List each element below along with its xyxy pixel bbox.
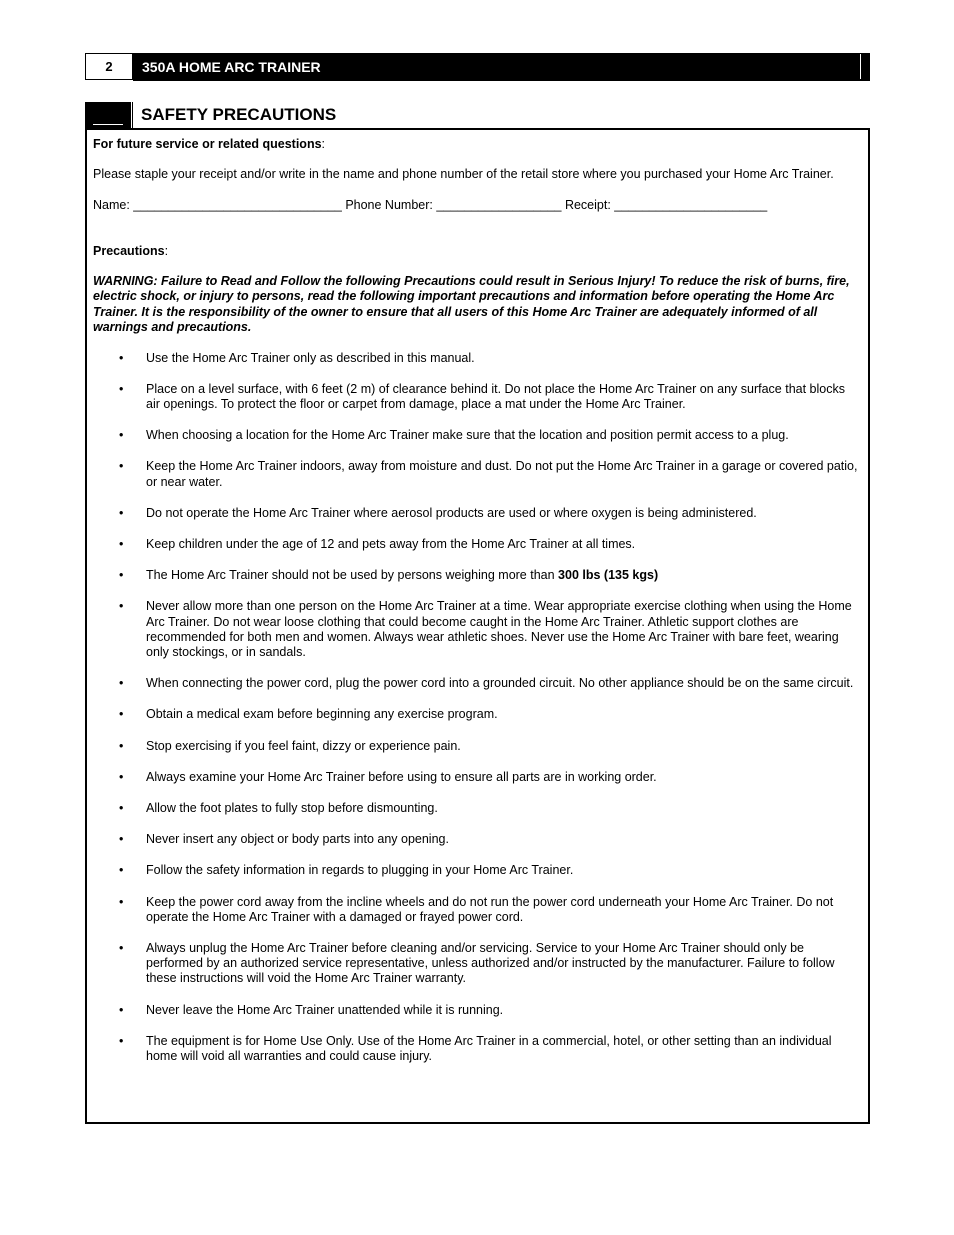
document-title: 350A HOME ARC TRAINER [136,54,861,79]
section-title: SAFETY PRECAUTIONS [141,105,337,124]
precautions-heading-line [93,244,865,259]
list-item [93,863,865,878]
list-item-text: Never allow more than one person on the Home Arc Trainer at a time. Wear appropriate exercise clothing when using the Home Arc Trainer. Do not wear loose clothing that could become caught in the Home Arc Trainer. Athletic support clothes are recommended for both men and women. Always wear athletic shoes. Never use the Home Arc Trainer with bare feet, wearing only stockings, or in sandals. [146,599,852,659]
list-item [93,537,865,552]
precautions-list [93,351,865,1065]
future-service-heading: For future service or related questions [93,137,322,151]
future-service-heading-line [93,137,865,152]
list-item-text: Keep the Home Arc Trainer indoors, away from moisture and dust. Do not put the Home Arc Trainer in a garage or covered patio, or near water. [146,459,858,489]
list-item [93,770,865,785]
list-item [93,801,865,816]
bullet-icon: • [119,459,124,474]
list-item-text: Allow the foot plates to fully stop before dismounting. [146,800,438,815]
bullet-icon: • [119,832,124,847]
bullet-icon: • [119,676,124,691]
list-item [93,1003,865,1018]
bullet-icon: • [119,505,124,520]
bullet-icon: • [119,800,124,815]
list-item-text: Do not operate the Home Arc Trainer where aerosol products are used or where oxygen is being administered. [146,505,757,520]
list-item [93,568,865,583]
list-item-text: Never insert any object or body parts into any opening. [146,832,449,847]
warning-paragraph: WARNING: Failure to Read and Follow the following Precautions could result in Serious Injury! To reduce the risk of burns, fire, electric shock, or injury to persons, read the following important precautions and information before operating the Home Arc Trainer. It is the responsibility of the owner to ensure that all users of this Home Arc Trainer are adequately informed of all warnings and precautions. [93,274,850,334]
list-item-text: Keep children under the age of 12 and pets away from the Home Arc Trainer at all times. [146,536,636,551]
list-item [93,707,865,722]
page-header [85,53,870,80]
bullet-icon: • [119,536,124,551]
precautions-heading: Precautions [93,243,165,258]
list-item-text: Never leave the Home Arc Trainer unattended while it is running. [146,1002,504,1017]
list-item [93,1034,865,1064]
list-item [93,599,865,660]
bullet-icon: • [119,350,124,365]
bullet-icon: • [119,599,124,614]
list-item-text: Always examine your Home Arc Trainer before using to ensure all parts are in working order. [146,769,657,784]
future-service-instruction: Please staple your receipt and/or write in the name and phone number of the retail store where you purchased your Home Arc Trainer. [93,167,834,182]
list-item-text: Stop exercising if you feel faint, dizzy or experience pain. [146,738,461,753]
list-item-text: Always unplug the Home Arc Trainer before cleaning and/or servicing. Service to your Home Arc Trainer should only be performed by an authorized service representative, unless authorized and/or instructed by the manufacturer. Failure to follow these instructions will void the Home Arc Trainer warranty. [146,940,835,986]
list-item-text: Use the Home Arc Trainer only as described in this manual. [146,350,475,365]
list-item [93,382,865,412]
list-item [93,739,865,754]
list-item-text: The equipment is for Home Use Only. Use of the Home Arc Trainer in a commercial, hotel, or other setting than an individual home will void all warranties and could cause injury. [146,1033,832,1063]
list-item [93,428,865,443]
future-service-heading-colon: : [321,137,326,151]
precautions-heading-colon: : [164,243,169,258]
list-item-text: Place on a level surface, with 6 feet (2 m) of clearance behind it. Do not place the Home Arc Trainer on any surface that blocks air openings. To protect the floor or carpet from damage, place a mat under the Home Arc Trainer. [146,381,845,411]
bullet-icon: • [119,568,124,583]
list-item [93,506,865,521]
bullet-icon: • [119,428,124,443]
weight-limit: 300 lbs (135 kgs) [558,568,659,583]
list-item [93,459,865,489]
header-underline [133,80,870,81]
list-item [93,351,865,366]
bullet-icon: • [119,1033,124,1048]
bullet-icon: • [119,894,124,909]
list-item-text: When choosing a location for the Home Arc Trainer make sure that the location and position permit access to a plug. [146,428,789,443]
section-marker [85,102,131,128]
bullet-icon: • [119,738,124,753]
bullet-icon: • [119,707,124,722]
list-item [93,895,865,925]
bullet-icon: • [119,940,124,955]
bullet-icon: • [119,1002,124,1017]
list-item [93,832,865,847]
list-item-text: Keep the power cord away from the incline wheels and do not run the power cord underneath your Home Arc Trainer. Do not operate the Home Arc Trainer with a damaged or frayed power cord. [146,894,834,924]
list-item [93,941,865,987]
bullet-icon: • [119,769,124,784]
list-item-text: Follow the safety information in regards to plugging in your Home Arc Trainer. [146,863,574,878]
section-divider [132,102,133,128]
page-number: 2 [86,54,133,79]
contact-form-line: Name: ______________________________ Phone Number: __________________ Receipt: ______________________ [93,197,768,212]
bullet-icon: • [119,863,124,878]
content-body [93,137,865,1064]
list-item-text: When connecting the power cord, plug the power cord into a grounded circuit. No other appliance should be on the same circuit. [146,676,854,691]
list-item-text: Obtain a medical exam before beginning any exercise program. [146,707,498,722]
list-item [93,676,865,691]
bullet-icon: • [119,381,124,396]
list-item-text: The Home Arc Trainer should not be used by persons weighing more than [146,568,559,583]
